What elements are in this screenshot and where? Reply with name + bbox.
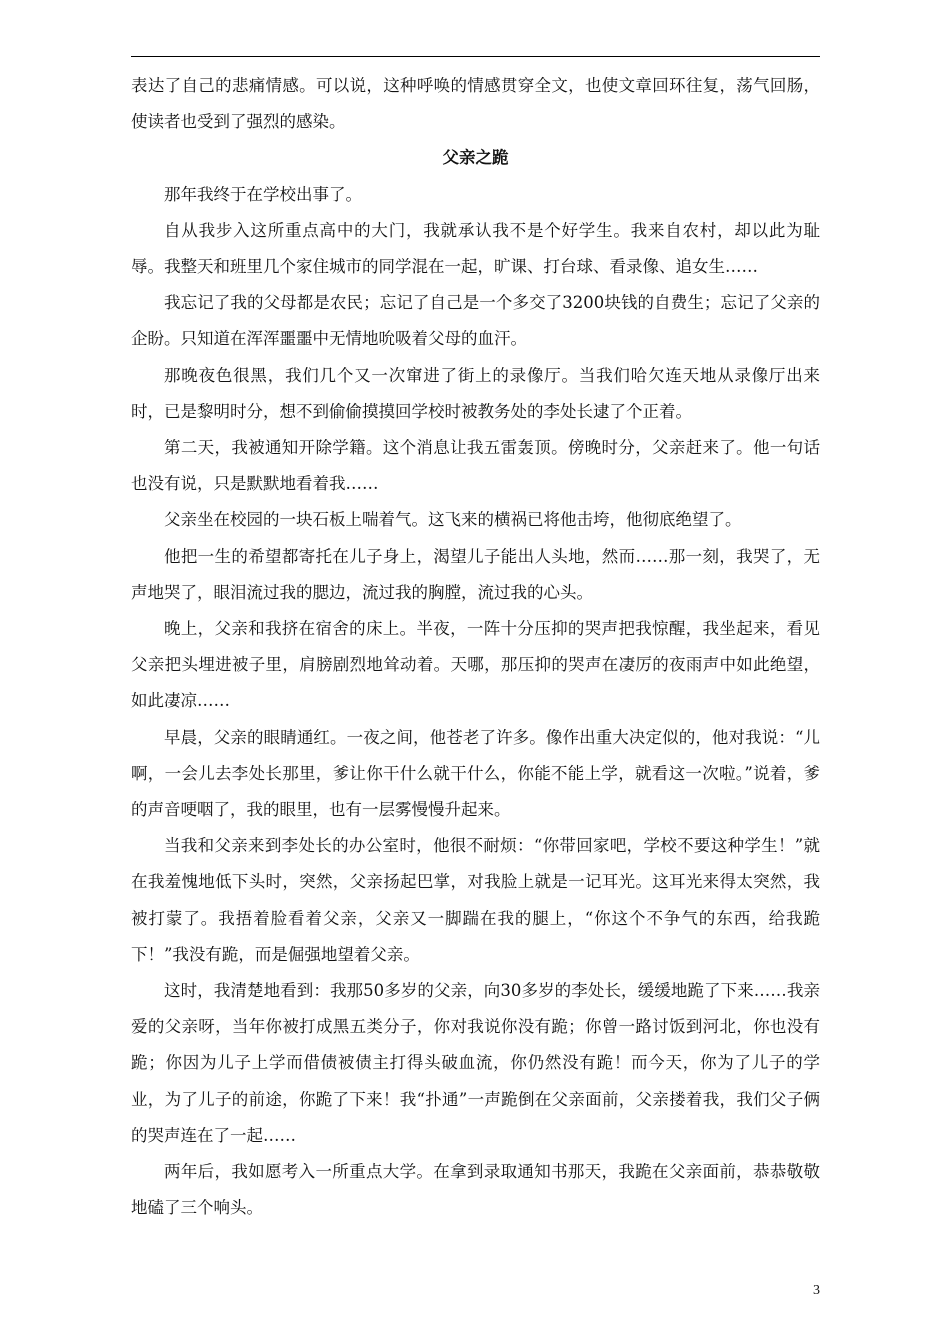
paragraph: 早晨，父亲的眼睛通红。一夜之间，他苍老了许多。像作出重大决定似的，他对我说：“儿啊，一会儿去李处长那里，爹让你干什么就干什么，你能不能上学，就看这一次啦。”说着，爹的声音哽咽了，我的眼里，也有一层雾慢慢升起来。 (131, 727, 820, 820)
paragraph: 晚上，父亲和我挤在宿舍的床上。半夜，一阵十分压抑的哭声把我惊醒，我坐起来，看见父亲把头埋进被子里，肩膀剧烈地耸动着。天哪，那压抑的哭声在凄厉的夜雨声中如此绝望，如此凄凉…… (131, 619, 820, 711)
paragraph: 那年我终于在学校出事了。 (164, 184, 362, 204)
article-title: 父亲之跪 (442, 148, 509, 168)
document-body (131, 68, 820, 1227)
paragraph: 这时，我清楚地看到：我那50多岁的父亲，向30多岁的李处长，缓缓地跪了下来……我亲爱的父亲呀，当年你被打成黑五类分子，你对我说你没有跪；你曾一路讨饭到河北，你也没有跪；你因为儿子上学而借债被债主打得头破血流，你仍然没有跪！而今天，你为了儿子的学业，为了儿子的前途，你跪了下来！我“扑通”一声跪倒在父亲面前，父亲搂着我，我们父子俩的哭声连在了一起…… (131, 981, 820, 1145)
paragraph: 父亲坐在校园的一块石板上喘着气。这飞来的横祸已将他击垮，他彻底绝望了。 (164, 510, 742, 530)
paragraph: 第二天，我被通知开除学籍。这个消息让我五雷轰顶。傍晚时分，父亲赶来了。他一句话也没有说，只是默默地看着我…… (131, 438, 820, 494)
paragraph: 自从我步入这所重点高中的大门，我就承认我不是个好学生。我来自农村，却以此为耻辱。我整天和班里几个家住城市的同学混在一起，旷课、打台球、看录像、追女生…… (131, 220, 820, 277)
paragraph: 他把一生的希望都寄托在儿子身上，渴望儿子能出人头地，然而……那一刻，我哭了，无声地哭了，眼泪流过我的腮边，流过我的胸膛，流过我的心头。 (131, 546, 820, 602)
header-rule (131, 56, 820, 57)
continuation-paragraph: 表达了自己的悲痛情感。可以说，这种呼唤的情感贯穿全文，也使文章回环往复，荡气回肠，使读者也受到了强烈的感染。 (131, 76, 820, 132)
paragraph: 那晚夜色很黑，我们几个又一次窜进了街上的录像厅。当我们哈欠连天地从录像厅出来时，已是黎明时分，想不到偷偷摸摸回学校时被教务处的李处长逮了个正着。 (131, 365, 820, 421)
page-number: 3 (813, 1283, 820, 1298)
paragraph: 当我和父亲来到李处长的办公室时，他很不耐烦：“你带回家吧，学校不要这种学生！”就在我羞愧地低下头时，突然，父亲扬起巴掌，对我脸上就是一记耳光。这耳光来得太突然，我被打蒙了。我捂着脸看着父亲，父亲又一脚踹在我的腿上，“你这个不争气的东西，给我跪下！”我没有跪，而是倔强地望着父亲。 (131, 836, 820, 964)
paragraph: 两年后，我如愿考入一所重点大学。在拿到录取通知书那天，我跪在父亲面前，恭恭敬敬地磕了三个响头。 (131, 1162, 820, 1218)
paragraph: 我忘记了我的父母都是农民；忘记了自己是一个多交了3200块钱的自费生；忘记了父亲的企盼。只知道在浑浑噩噩中无情地吮吸着父母的血汗。 (131, 293, 820, 349)
